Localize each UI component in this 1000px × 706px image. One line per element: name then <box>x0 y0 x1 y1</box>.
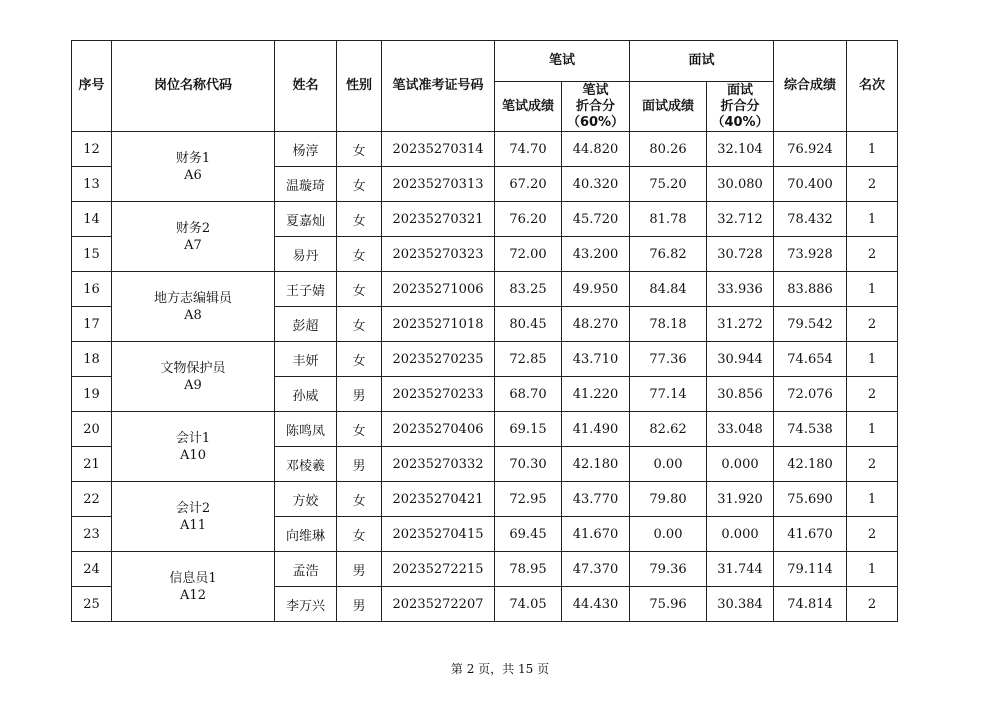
exam-no-cell: 20235270406 <box>382 412 495 447</box>
interview-weighted-cell: 30.944 <box>707 342 774 377</box>
post-cell <box>112 412 275 482</box>
header-written-score: 笔试成绩 <box>495 82 562 132</box>
table-row <box>72 202 898 237</box>
interview-score-cell: 77.36 <box>630 342 707 377</box>
gender-cell: 男 <box>337 447 382 482</box>
interview-score-cell: 79.80 <box>630 482 707 517</box>
gender-cell: 男 <box>337 552 382 587</box>
exam-no-cell: 20235270332 <box>382 447 495 482</box>
written-weighted-cell: 42.180 <box>562 447 630 482</box>
gender-cell: 女 <box>337 307 382 342</box>
post-name: 信息员1 <box>169 570 217 586</box>
written-score-cell: 72.00 <box>495 237 562 272</box>
written-score-cell: 80.45 <box>495 307 562 342</box>
interview-score-cell: 75.20 <box>630 167 707 202</box>
post-cell <box>112 272 275 342</box>
header-interview-score: 面试成绩 <box>630 82 707 132</box>
header-interview-weighted-line: 面试 <box>727 82 754 98</box>
interview-weighted-cell: 30.080 <box>707 167 774 202</box>
written-score-cell: 69.45 <box>495 517 562 552</box>
seq-cell: 22 <box>72 482 112 517</box>
name-cell: 方姣 <box>275 482 337 517</box>
post-name: 文物保护员 <box>160 360 226 376</box>
exam-no-cell: 20235270421 <box>382 482 495 517</box>
interview-score-cell: 76.82 <box>630 237 707 272</box>
total-score-cell: 42.180 <box>774 447 847 482</box>
gender-cell: 女 <box>337 482 382 517</box>
gender-cell: 女 <box>337 342 382 377</box>
interview-weighted-cell: 33.048 <box>707 412 774 447</box>
name-cell: 陈鸣凤 <box>275 412 337 447</box>
written-weighted-cell: 41.670 <box>562 517 630 552</box>
exam-no-cell: 20235270415 <box>382 517 495 552</box>
total-score-cell: 74.654 <box>774 342 847 377</box>
interview-score-cell: 80.26 <box>630 132 707 167</box>
total-score-cell: 75.690 <box>774 482 847 517</box>
post-name: 地方志编辑员 <box>153 290 232 306</box>
written-score-cell: 69.15 <box>495 412 562 447</box>
written-score-cell: 78.95 <box>495 552 562 587</box>
header-interview-weighted <box>707 82 774 132</box>
interview-score-cell: 0.00 <box>630 517 707 552</box>
header-written-weighted <box>562 82 630 132</box>
name-cell: 夏嘉灿 <box>275 202 337 237</box>
rank-cell: 2 <box>847 167 898 202</box>
header-interview-weighted-line: （40%） <box>711 114 769 130</box>
rank-cell: 1 <box>847 272 898 307</box>
written-weighted-cell: 41.490 <box>562 412 630 447</box>
rank-cell: 1 <box>847 552 898 587</box>
written-weighted-cell: 41.220 <box>562 377 630 412</box>
exam-no-cell: 20235270321 <box>382 202 495 237</box>
header-written-weighted-line: （60%） <box>566 114 625 130</box>
written-weighted-cell: 49.950 <box>562 272 630 307</box>
interview-score-cell: 77.14 <box>630 377 707 412</box>
total-score-cell: 79.114 <box>774 552 847 587</box>
rank-cell: 2 <box>847 307 898 342</box>
table-row <box>72 132 898 167</box>
interview-score-cell: 84.84 <box>630 272 707 307</box>
header-name: 姓名 <box>275 41 337 132</box>
rank-cell: 1 <box>847 132 898 167</box>
written-score-cell: 68.70 <box>495 377 562 412</box>
interview-weighted-cell: 32.104 <box>707 132 774 167</box>
rank-cell: 2 <box>847 517 898 552</box>
name-cell: 彭超 <box>275 307 337 342</box>
exam-no-cell: 20235272215 <box>382 552 495 587</box>
rank-cell: 2 <box>847 237 898 272</box>
header-post: 岗位名称代码 <box>112 41 275 132</box>
name-cell: 孙威 <box>275 377 337 412</box>
rank-cell: 1 <box>847 202 898 237</box>
written-weighted-cell: 43.770 <box>562 482 630 517</box>
exam-no-cell: 20235270313 <box>382 167 495 202</box>
name-cell: 杨淳 <box>275 132 337 167</box>
exam-no-cell: 20235271006 <box>382 272 495 307</box>
written-score-cell: 72.95 <box>495 482 562 517</box>
name-cell: 温璇琦 <box>275 167 337 202</box>
post-cell <box>112 132 275 202</box>
total-score-cell: 74.814 <box>774 587 847 622</box>
interview-weighted-cell: 30.856 <box>707 377 774 412</box>
table-row <box>72 342 898 377</box>
interview-weighted-cell: 31.272 <box>707 307 774 342</box>
exam-no-cell: 20235270233 <box>382 377 495 412</box>
written-weighted-cell: 40.320 <box>562 167 630 202</box>
name-cell: 李万兴 <box>275 587 337 622</box>
seq-cell: 23 <box>72 517 112 552</box>
header-interview-weighted-line: 折合分 <box>720 98 760 114</box>
exam-no-cell: 20235270235 <box>382 342 495 377</box>
interview-weighted-cell: 0.000 <box>707 447 774 482</box>
written-score-cell: 76.20 <box>495 202 562 237</box>
interview-weighted-cell: 0.000 <box>707 517 774 552</box>
gender-cell: 女 <box>337 132 382 167</box>
post-code: A12 <box>180 587 206 603</box>
post-cell <box>112 482 275 552</box>
seq-cell: 14 <box>72 202 112 237</box>
header-rank: 名次 <box>847 41 898 132</box>
written-weighted-cell: 45.720 <box>562 202 630 237</box>
total-score-cell: 72.076 <box>774 377 847 412</box>
table-row <box>72 482 898 517</box>
interview-score-cell: 78.18 <box>630 307 707 342</box>
interview-score-cell: 75.96 <box>630 587 707 622</box>
post-name: 财务2 <box>175 220 211 236</box>
table-row <box>72 412 898 447</box>
exam-no-cell: 20235270314 <box>382 132 495 167</box>
seq-cell: 15 <box>72 237 112 272</box>
post-cell <box>112 342 275 412</box>
written-score-cell: 70.30 <box>495 447 562 482</box>
rank-cell: 2 <box>847 377 898 412</box>
gender-cell: 男 <box>337 377 382 412</box>
written-score-cell: 83.25 <box>495 272 562 307</box>
rank-cell: 1 <box>847 412 898 447</box>
name-cell: 王子婧 <box>275 272 337 307</box>
written-weighted-cell: 44.430 <box>562 587 630 622</box>
interview-weighted-cell: 31.744 <box>707 552 774 587</box>
gender-cell: 女 <box>337 517 382 552</box>
header-total: 综合成绩 <box>774 41 847 132</box>
table-row <box>72 552 898 587</box>
post-name: 会计2 <box>175 500 211 516</box>
post-code: A6 <box>184 167 202 183</box>
total-score-cell: 73.928 <box>774 237 847 272</box>
total-score-cell: 41.670 <box>774 517 847 552</box>
total-score-cell: 76.924 <box>774 132 847 167</box>
interview-weighted-cell: 31.920 <box>707 482 774 517</box>
written-weighted-cell: 43.200 <box>562 237 630 272</box>
interview-weighted-cell: 33.936 <box>707 272 774 307</box>
total-score-cell: 78.432 <box>774 202 847 237</box>
written-weighted-cell: 48.270 <box>562 307 630 342</box>
seq-cell: 12 <box>72 132 112 167</box>
exam-no-cell: 20235271018 <box>382 307 495 342</box>
gender-cell: 女 <box>337 272 382 307</box>
total-score-cell: 70.400 <box>774 167 847 202</box>
seq-cell: 20 <box>72 412 112 447</box>
post-code: A10 <box>180 447 206 463</box>
gender-cell: 男 <box>337 587 382 622</box>
rank-cell: 2 <box>847 587 898 622</box>
name-cell: 孟浩 <box>275 552 337 587</box>
interview-score-cell: 82.62 <box>630 412 707 447</box>
post-code: A7 <box>184 237 202 253</box>
gender-cell: 女 <box>337 167 382 202</box>
table-row <box>72 272 898 307</box>
table-body <box>72 132 898 622</box>
seq-cell: 21 <box>72 447 112 482</box>
post-cell <box>112 552 275 622</box>
seq-cell: 16 <box>72 272 112 307</box>
name-cell: 邓棱羲 <box>275 447 337 482</box>
post-cell <box>112 202 275 272</box>
post-code: A9 <box>184 377 202 393</box>
name-cell: 丰妍 <box>275 342 337 377</box>
gender-cell: 女 <box>337 202 382 237</box>
seq-cell: 17 <box>72 307 112 342</box>
written-score-cell: 72.85 <box>495 342 562 377</box>
interview-weighted-cell: 30.384 <box>707 587 774 622</box>
page-footer: 第 2 页，共 15 页 <box>450 662 550 676</box>
exam-no-cell: 20235272207 <box>382 587 495 622</box>
header-exam-no: 笔试准考证号码 <box>382 41 495 132</box>
exam-no-cell: 20235270323 <box>382 237 495 272</box>
score-table <box>71 40 898 622</box>
seq-cell: 18 <box>72 342 112 377</box>
written-score-cell: 74.05 <box>495 587 562 622</box>
written-weighted-cell: 43.710 <box>562 342 630 377</box>
interview-score-cell: 0.00 <box>630 447 707 482</box>
seq-cell: 24 <box>72 552 112 587</box>
header-written-weighted-line: 折合分 <box>576 98 616 114</box>
total-score-cell: 79.542 <box>774 307 847 342</box>
name-cell: 易丹 <box>275 237 337 272</box>
interview-weighted-cell: 30.728 <box>707 237 774 272</box>
post-name: 会计1 <box>175 430 211 446</box>
header-seq: 序号 <box>72 41 112 132</box>
rank-cell: 2 <box>847 447 898 482</box>
post-name: 财务1 <box>175 150 211 166</box>
rank-cell: 1 <box>847 342 898 377</box>
written-score-cell: 74.70 <box>495 132 562 167</box>
seq-cell: 13 <box>72 167 112 202</box>
written-score-cell: 67.20 <box>495 167 562 202</box>
interview-score-cell: 81.78 <box>630 202 707 237</box>
written-weighted-cell: 47.370 <box>562 552 630 587</box>
interview-score-cell: 79.36 <box>630 552 707 587</box>
gender-cell: 女 <box>337 237 382 272</box>
post-code: A8 <box>184 307 202 323</box>
rank-cell: 1 <box>847 482 898 517</box>
written-weighted-cell: 44.820 <box>562 132 630 167</box>
total-score-cell: 83.886 <box>774 272 847 307</box>
interview-weighted-cell: 32.712 <box>707 202 774 237</box>
gender-cell: 女 <box>337 412 382 447</box>
header-written-weighted-line: 笔试 <box>582 82 609 98</box>
seq-cell: 19 <box>72 377 112 412</box>
total-score-cell: 74.538 <box>774 412 847 447</box>
post-code: A11 <box>180 517 206 533</box>
header-gender: 性别 <box>337 41 382 132</box>
header-interview-group: 面试 <box>630 41 774 82</box>
seq-cell: 25 <box>72 587 112 622</box>
header-written-group: 笔试 <box>495 41 630 82</box>
name-cell: 向维琳 <box>275 517 337 552</box>
